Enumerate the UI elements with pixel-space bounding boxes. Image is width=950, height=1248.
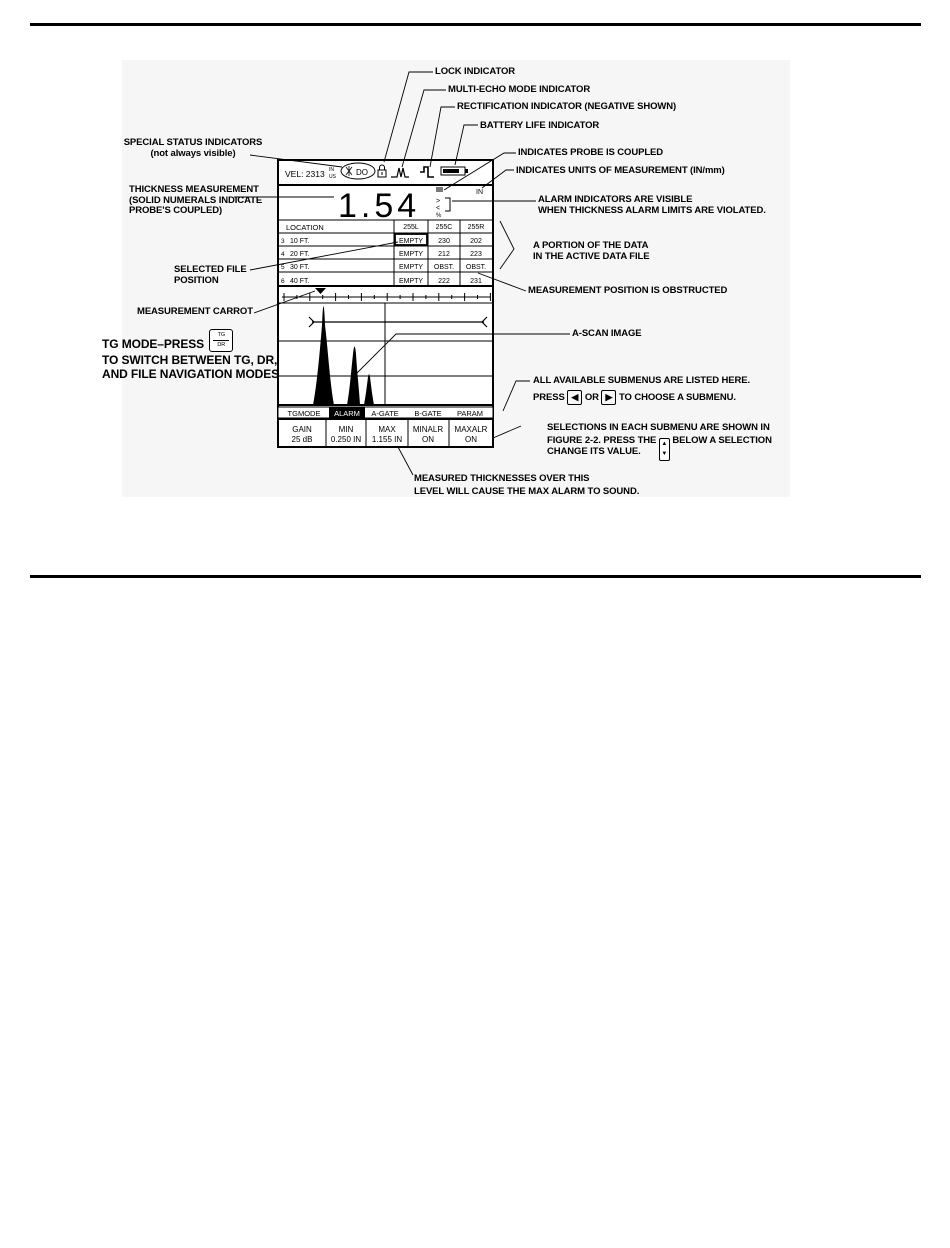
max-alarm-callout-line: MEASURED THICKNESSES OVER THIS <box>414 473 590 484</box>
coupled-indicator <box>436 187 443 192</box>
table-row-number: 4 <box>281 251 285 258</box>
table-row-location: 20 FT. <box>290 251 310 258</box>
battery-callout: BATTERY LIFE INDICATOR <box>480 120 600 131</box>
status-text: DO <box>356 168 368 177</box>
table-header-col: 255R <box>467 224 485 231</box>
tg-key-top: TG <box>213 331 229 341</box>
selections-text: BELOW A SELECTION <box>672 435 772 446</box>
table-row-location: 10 FT. <box>290 238 310 245</box>
selected-position-callout-line: POSITION <box>174 274 219 286</box>
alarm-callout-line: ALARM INDICATORS ARE VISIBLE <box>538 194 693 205</box>
table-cell: EMPTY <box>398 264 424 271</box>
bottom-rule <box>30 575 921 578</box>
velocity-readout: VEL: 2313 <box>285 169 325 179</box>
softkey-top[interactable]: MIN <box>338 425 354 434</box>
selections-callout-line: CHANGE ITS VALUE. <box>547 446 641 457</box>
softkey-bottom[interactable]: 0.250 IN <box>330 435 362 444</box>
table-cell: EMPTY <box>398 251 424 258</box>
rectification-callout: RECTIFICATION INDICATOR (NEGATIVE SHOWN) <box>457 101 677 112</box>
softkey-top[interactable]: MAXALR <box>454 425 488 434</box>
menu-tab-b-gate[interactable]: B-GATE <box>414 409 442 418</box>
max-alarm-callout-line: LEVEL WILL CAUSE THE MAX ALARM TO SOUND. <box>414 486 640 497</box>
alarm-callout-line: WHEN THICKNESS ALARM LIMITS ARE VIOLATED. <box>538 204 766 216</box>
table-row-number: 3 <box>281 238 285 245</box>
units-label: IN <box>476 189 483 196</box>
gauge-screen <box>0 0 950 520</box>
menu-tab-alarm[interactable]: ALARM <box>334 409 360 418</box>
thickness-reading: 1.54 <box>338 187 421 225</box>
alarm-greater: > <box>436 198 441 205</box>
softkey-bottom[interactable]: 25 dB <box>291 435 313 444</box>
table-cell: 202 <box>470 238 482 245</box>
submenus-callout-line <box>533 390 750 405</box>
submenus-callout <box>533 376 750 405</box>
table-row-number: 6 <box>281 278 285 285</box>
softkey-top[interactable]: MAX <box>378 425 396 434</box>
table-cell: 230 <box>438 238 450 245</box>
thickness-callout-line: THICKNESS MEASUREMENT <box>129 184 259 195</box>
softkey-top[interactable]: GAIN <box>292 425 312 434</box>
thickness-callout <box>129 185 262 217</box>
selected-position-callout <box>174 265 247 286</box>
alarm-percent: % <box>436 213 442 219</box>
figure <box>0 0 950 520</box>
tg-key-bottom: DR <box>217 342 226 348</box>
menu-tab-param[interactable]: PARAM <box>456 409 484 418</box>
menu-tab-tgmode[interactable]: TGMODE <box>287 409 321 418</box>
alarm-callout <box>538 195 766 216</box>
special-status-title: SPECIAL STATUS INDICATORS <box>123 137 263 148</box>
data-file-callout-line: IN THE ACTIVE DATA FILE <box>533 250 650 262</box>
table-row-location: 40 FT. <box>290 278 310 285</box>
tgmode-callout-text: TG MODE–PRESS <box>102 337 205 351</box>
special-status-callout <box>108 138 278 159</box>
special-status-subtitle: (not always visible) <box>150 147 236 159</box>
softkey-bottom[interactable]: ON <box>465 435 477 444</box>
tgmode-callout <box>102 332 280 381</box>
velocity-unit-top: IN <box>329 167 334 173</box>
alarm-less: < <box>436 205 441 212</box>
selections-text: FIGURE 2-2. PRESS THE <box>547 435 657 446</box>
table-cell: EMPTY <box>398 238 424 245</box>
submenus-text: TO CHOOSE A SUBMENU. <box>618 391 736 403</box>
selections-callout <box>547 421 772 458</box>
softkey-bottom[interactable]: ON <box>422 435 434 444</box>
table-header-location: LOCATION <box>286 223 324 232</box>
velocity-unit-bottom: US <box>329 174 336 180</box>
data-file-callout <box>533 241 649 262</box>
table-header-col: 255C <box>435 224 453 231</box>
table-cell: OBST. <box>465 264 487 271</box>
thickness-callout-line: (SOLID NUMERALS INDICATE <box>129 194 263 206</box>
left-arrow-key-icon: ◀ <box>567 390 582 405</box>
max-alarm-callout <box>414 472 639 498</box>
submenus-text: OR <box>584 391 599 403</box>
table-row-number: 5 <box>281 264 285 271</box>
softkey-top[interactable]: MINALR <box>412 425 444 434</box>
lock-indicator-callout: LOCK INDICATOR <box>435 66 516 77</box>
submenus-text: PRESS <box>533 391 565 403</box>
tgmode-callout-line: AND FILE NAVIGATION MODES <box>102 367 280 381</box>
updown-key-icon: ▲ ▼ <box>659 438 670 461</box>
table-row-location: 30 FT. <box>290 264 310 271</box>
selections-callout-line: SELECTIONS IN EACH SUBMENU ARE SHOWN IN <box>547 422 770 433</box>
table-cell: 223 <box>470 251 482 258</box>
table-cell: 222 <box>438 278 450 285</box>
selected-position-callout-line: SELECTED FILE <box>174 264 247 275</box>
right-arrow-key-icon: ▶ <box>601 390 616 405</box>
table-cell: 212 <box>438 251 450 258</box>
thickness-callout-line: PROBE'S COUPLED) <box>129 205 223 216</box>
table-cell: EMPTY <box>398 278 424 285</box>
multi-echo-callout: MULTI-ECHO MODE INDICATOR <box>448 84 591 95</box>
softkey-bottom[interactable]: 1.155 IN <box>371 435 403 444</box>
probe-coupled-callout: INDICATES PROBE IS COUPLED <box>518 147 664 158</box>
data-file-callout-line: A PORTION OF THE DATA <box>533 240 649 251</box>
submenus-callout-line: ALL AVAILABLE SUBMENUS ARE LISTED HERE. <box>533 375 751 386</box>
units-callout: INDICATES UNITS OF MEASUREMENT (IN/mm) <box>516 165 725 176</box>
table-cell: OBST. <box>433 264 455 271</box>
menu-tab-a-gate[interactable]: A-GATE <box>371 409 399 418</box>
table-cell: 231 <box>470 278 482 285</box>
ascan-callout: A-SCAN IMAGE <box>572 328 642 339</box>
tgmode-callout-line: TO SWITCH BETWEEN TG, DR, <box>102 353 278 367</box>
table-header-col: 255L <box>403 224 419 231</box>
obstructed-callout: MEASUREMENT POSITION IS OBSTRUCTED <box>528 285 728 296</box>
carrot-callout: MEASUREMENT CARROT <box>137 306 253 317</box>
tg-dr-key-icon <box>209 329 233 352</box>
